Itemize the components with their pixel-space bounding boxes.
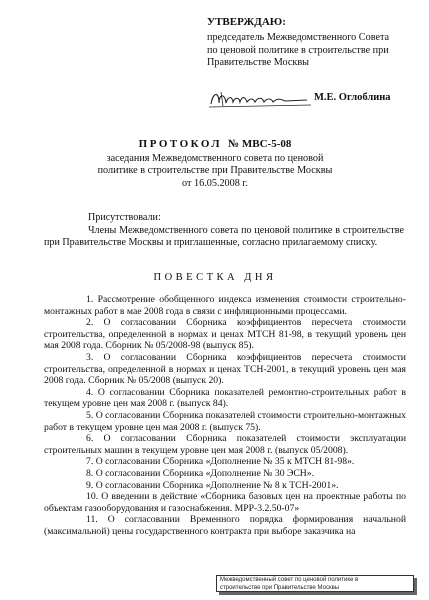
stamp-line-1: Межведомственный совет по ценовой политике в <box>220 577 359 583</box>
approval-line-1: председатель Межведомственного Совета <box>207 31 390 43</box>
stamp-line-2: строительстве при Правительстве Москвы <box>220 584 340 591</box>
agenda-item: 5. О согласовании Сборника показателей стоимости строительно-монтажных работ в текущем уровне цен мая 2008 г. (выпуск 75). <box>44 409 407 433</box>
protocol-title-block <box>60 138 370 190</box>
agenda-item: 9. О согласовании Сборника «Дополнение № 8 к ТСН-2001». <box>86 479 339 491</box>
agenda-item: 1. Рассмотрение обобщенного индекса изменения стоимости строительно-монтажных работ в мае 2008 года в связи с инфляционными процессами. <box>44 294 406 317</box>
protocol-subtitle-2: политике в строительстве при Правительстве Москвы <box>97 165 333 176</box>
agenda-item: 4. О согласовании Сборника показателей ремонтно-строительных работ в текущем уровне цен мая 2008 г. (выпуск 84). <box>44 386 406 410</box>
handwritten-signature <box>207 88 317 112</box>
agenda-item: 8. О согласовании Сборника «Дополнение № 30 ЭСН». <box>86 467 315 479</box>
protocol-date: от 16.05.2008 г. <box>182 177 248 189</box>
agenda-item: 6. О согласовании Сборника показателей стоимости эксплуатации строительных машин в текущем уровне цен мая 2008 г. (выпуск 05/2008). <box>44 433 406 456</box>
agenda-item: 3. О согласовании Сборника коэффициентов пересчета стоимости строительства, определенной в нормах и ценах ТСН-2001, в текущий уровень цен мая 2008 года. Сборник № 05/2008 (выпуск 20). <box>44 351 406 387</box>
protocol-word: ПРОТОКОЛ <box>138 138 223 150</box>
agenda-item: 10. О введении в действие «Сборника базовых цен на проектные работы по объектам газооборудования и газоснабжения. МРР-3.2.50-07» <box>44 491 406 514</box>
agenda-item: 7. О согласовании Сборника «Дополнение № 35 к МТСН 81-98». <box>86 456 355 468</box>
agenda-title: ПОВЕСТКА ДНЯ <box>153 272 277 283</box>
agenda-list <box>44 294 406 537</box>
approval-heading: УТВЕРЖДАЮ: <box>207 16 286 28</box>
agenda-item: 2. О согласовании Сборника коэффициентов пересчета стоимости строительства, определенной в нормах и ценах МТСН 81-98, в текущий уровень цен мая 2008 года. Сборник № 05/2008-98 (выпуск 85). <box>44 317 406 352</box>
signature-row <box>207 88 419 110</box>
agenda-item: 11. О согласовании Временного порядка формирования начальной (максимальной) цены государственного контракта при выборе заказчика на <box>44 514 406 537</box>
approval-line-2: по ценовой политике в строительстве при <box>207 44 389 56</box>
protocol-number: № МВС-5-08 <box>228 138 292 150</box>
attendance-section <box>44 212 404 250</box>
protocol-title <box>60 138 370 151</box>
signatory-name: М.Е. Оглоблина <box>314 92 391 103</box>
document-stamp <box>216 575 414 592</box>
protocol-subtitle-1: заседания Межведомственного совета по ценовой <box>106 152 324 164</box>
approval-line-3: Правительстве Москвы <box>207 57 310 69</box>
attendance-label: Присутствовали: <box>88 212 161 223</box>
approval-block <box>207 16 419 70</box>
attendance-text: Члены Межведомственного совета по ценовой политике в строительстве при Правительстве Москвы и приглашенные, согласно прилагаемому списку. <box>44 224 404 248</box>
